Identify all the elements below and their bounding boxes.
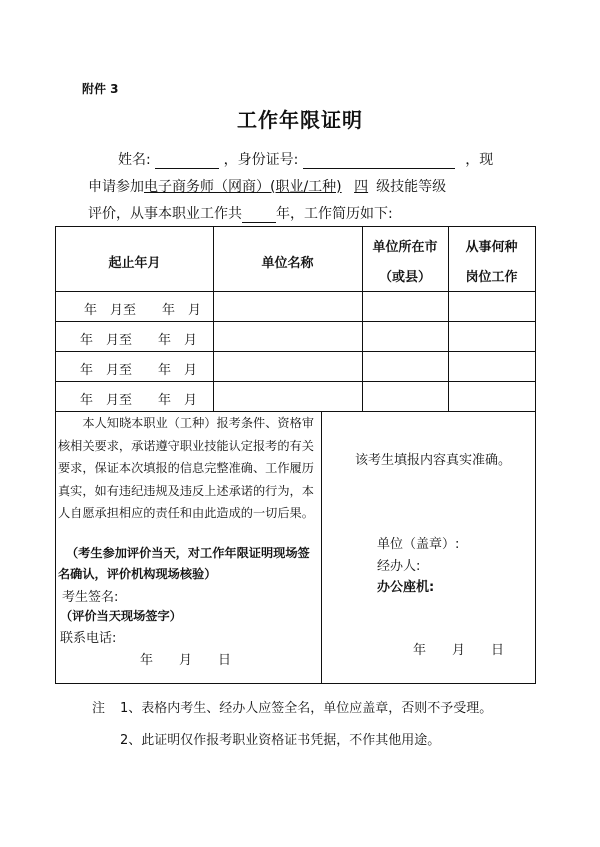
employer-handler-label: 经办人: — [377, 559, 421, 574]
note-item-2: 2、此证明仅作报考职业资格证书凭据，不作其他用途。 — [120, 733, 441, 748]
table-row-1-date: 年 月至 年 月 — [84, 303, 202, 318]
sign-note-line1: （考生参加评价当天，对工作年限证明现场签 — [66, 546, 310, 560]
employer-statement: 该考生填报内容真实准确。 — [355, 453, 512, 468]
now-text: ，现 — [465, 152, 494, 168]
table-row-4-date: 年 月至 年 月 — [80, 393, 198, 408]
applicant-sign-note: （评价当天现场签字） — [60, 609, 182, 623]
table-divider — [56, 351, 535, 352]
sign-note-line2: 名确认，评价机构现场核验） — [58, 567, 217, 581]
header-city-line1: 单位所在市 — [372, 240, 438, 255]
years-field[interactable] — [242, 205, 276, 223]
note-item-1: 1、表格内考生、经办人应签全名，单位应盖章，否则不予受理。 — [120, 701, 493, 716]
applicant-phone-label: 联系电话: — [60, 631, 117, 646]
table-row-2-date: 年 月至 年 月 — [80, 333, 198, 348]
attachment-label: 附件 3 — [82, 82, 119, 96]
applicant-sign-label: 考生签名: — [62, 590, 119, 605]
header-job-line1: 从事何种 — [465, 240, 518, 255]
table-divider — [56, 381, 535, 382]
employer-phone-label: 办公座机: — [377, 580, 435, 595]
intro-line-1 — [118, 149, 493, 169]
signature-divider — [321, 411, 322, 683]
pledge-text: 本人知晓本职业（工种）报考条件、资格审核相关要求，承诺遵守职业技能认定报考的有关要求，保证本次填报的信息完整准确、工作履历真实，如有违纪违规及违反上述承诺的行为，本人自愿承担相应的责任和由此造成的一切后果。 — [58, 416, 314, 520]
occupation-suffix: (职业/工种) — [270, 179, 342, 195]
header-period: 起止年月 — [108, 256, 161, 271]
name-field[interactable] — [155, 151, 219, 169]
level-value: 四 — [354, 179, 369, 195]
employer-stamp-label: 单位（盖章）: — [377, 537, 460, 552]
apply-prefix: 申请参加 — [88, 179, 144, 195]
occupation-value: 电子商务师（网商） — [144, 179, 270, 195]
level-suffix: 级技能等级 — [376, 179, 447, 195]
header-job-line2: 岗位工作 — [465, 270, 518, 285]
document-title: 工作年限证明 — [237, 108, 363, 132]
applicant-date: 年 月 日 — [140, 653, 232, 668]
employer-date: 年 月 日 — [413, 643, 505, 658]
header-city-line2: （或县） — [378, 270, 431, 285]
id-number-field[interactable] — [303, 151, 455, 169]
name-label: 姓名: — [118, 152, 151, 168]
id-label: ，身份证号: — [223, 152, 299, 168]
years-prefix: 评价，从事本职业工作共 — [88, 206, 242, 222]
intro-line-2 — [88, 176, 446, 196]
table-divider — [56, 291, 535, 292]
notes-label: 注 — [92, 701, 106, 716]
header-employer: 单位名称 — [261, 256, 314, 271]
years-suffix: 年，工作简历如下: — [276, 206, 393, 222]
table-row-3-date: 年 月至 年 月 — [80, 363, 198, 378]
intro-line-3 — [88, 203, 393, 223]
table-divider — [56, 321, 535, 322]
